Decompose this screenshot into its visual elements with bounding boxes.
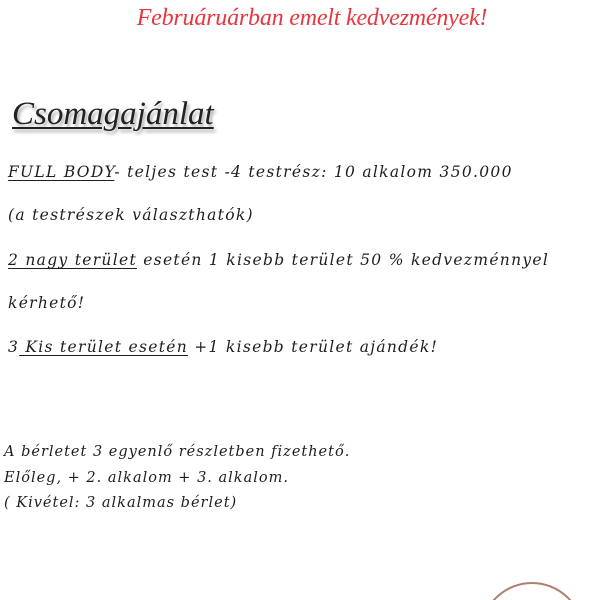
section-title: Csomagajánlat (12, 96, 214, 132)
full-body-label: FULL BODY (8, 163, 115, 181)
large-area-label: 2 nagy terület (8, 251, 137, 269)
selectable-note-text: (a testrészek választhatók) (8, 206, 254, 224)
promo-banner-text: Februáruárban emelt kedvezmények! (136, 5, 488, 31)
small-area-detail: +1 kisebb terület ajándék! (187, 338, 439, 356)
offer-line-large-area (8, 251, 549, 269)
decorative-circle (480, 582, 584, 600)
offer-line-small-area (8, 338, 438, 356)
payment-line-exception: ( Kivétel: 3 alkalmas bérlet) (4, 495, 238, 511)
small-area-prefix: 3 (8, 338, 20, 356)
payment-line-installments: A bérletet 3 egyenlő részletben fizethető. (4, 444, 351, 460)
offer-line-full-body (8, 163, 513, 181)
promo-banner (0, 5, 600, 32)
offer-line-large-area-cont (8, 294, 85, 312)
payment-line-schedule: Előleg, + 2. alkalom + 3. alkalom. (4, 470, 289, 486)
large-area-cont-text: kérhető! (8, 294, 86, 312)
large-area-detail: esetén 1 kisebb terület 50 % kedvezménnyel (136, 251, 550, 269)
offer-line-selectable-note (8, 206, 254, 224)
small-area-label: Kis terület esetén (19, 338, 188, 356)
full-body-detail: - teljes test -4 testrész: 10 alkalom 350.000 (114, 163, 513, 181)
